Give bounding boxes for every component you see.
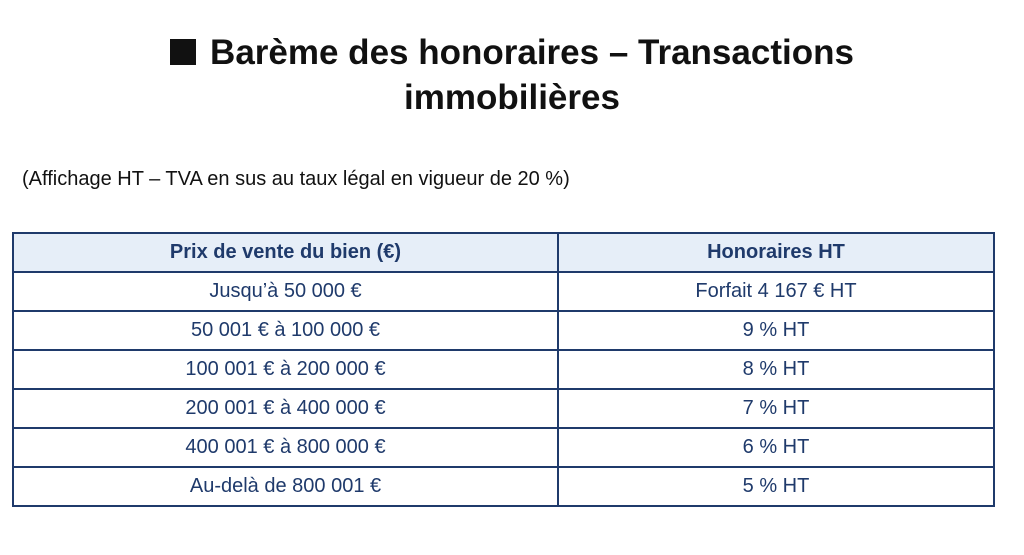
- vat-note: (Affichage HT – TVA en sus au taux légal en vigueur de 20 %): [22, 168, 570, 190]
- price-range-cell: 50 001 € à 100 000 €: [13, 311, 558, 350]
- document-title: [0, 30, 1024, 120]
- fee-cell: 6 % HT: [558, 428, 994, 467]
- table-row: [13, 311, 994, 350]
- price-range-cell: 100 001 € à 200 000 €: [13, 350, 558, 389]
- table-row: [13, 350, 994, 389]
- table-row: [13, 389, 994, 428]
- fee-cell: Forfait 4 167 € HT: [558, 272, 994, 311]
- title-text-1: Barème des honoraires – Transactions: [210, 33, 854, 72]
- header-fees: Honoraires HT: [558, 233, 994, 272]
- fee-schedule-table: [12, 232, 995, 507]
- table-row: [13, 272, 994, 311]
- price-range-cell: Au-delà de 800 001 €: [13, 467, 558, 506]
- header-sale-price: Prix de vente du bien (€): [13, 233, 558, 272]
- title-line-1: [0, 30, 1024, 75]
- table-row: [13, 467, 994, 506]
- table-row: [13, 428, 994, 467]
- fee-cell: 8 % HT: [558, 350, 994, 389]
- fee-cell: 7 % HT: [558, 389, 994, 428]
- title-line-2: immobilières: [404, 78, 620, 117]
- black-square-bullet-icon: [170, 39, 196, 65]
- price-range-cell: 400 001 € à 800 000 €: [13, 428, 558, 467]
- fee-cell: 5 % HT: [558, 467, 994, 506]
- fee-cell: 9 % HT: [558, 311, 994, 350]
- price-range-cell: 200 001 € à 400 000 €: [13, 389, 558, 428]
- table-header-row: [13, 233, 994, 272]
- price-range-cell: Jusqu’à 50 000 €: [13, 272, 558, 311]
